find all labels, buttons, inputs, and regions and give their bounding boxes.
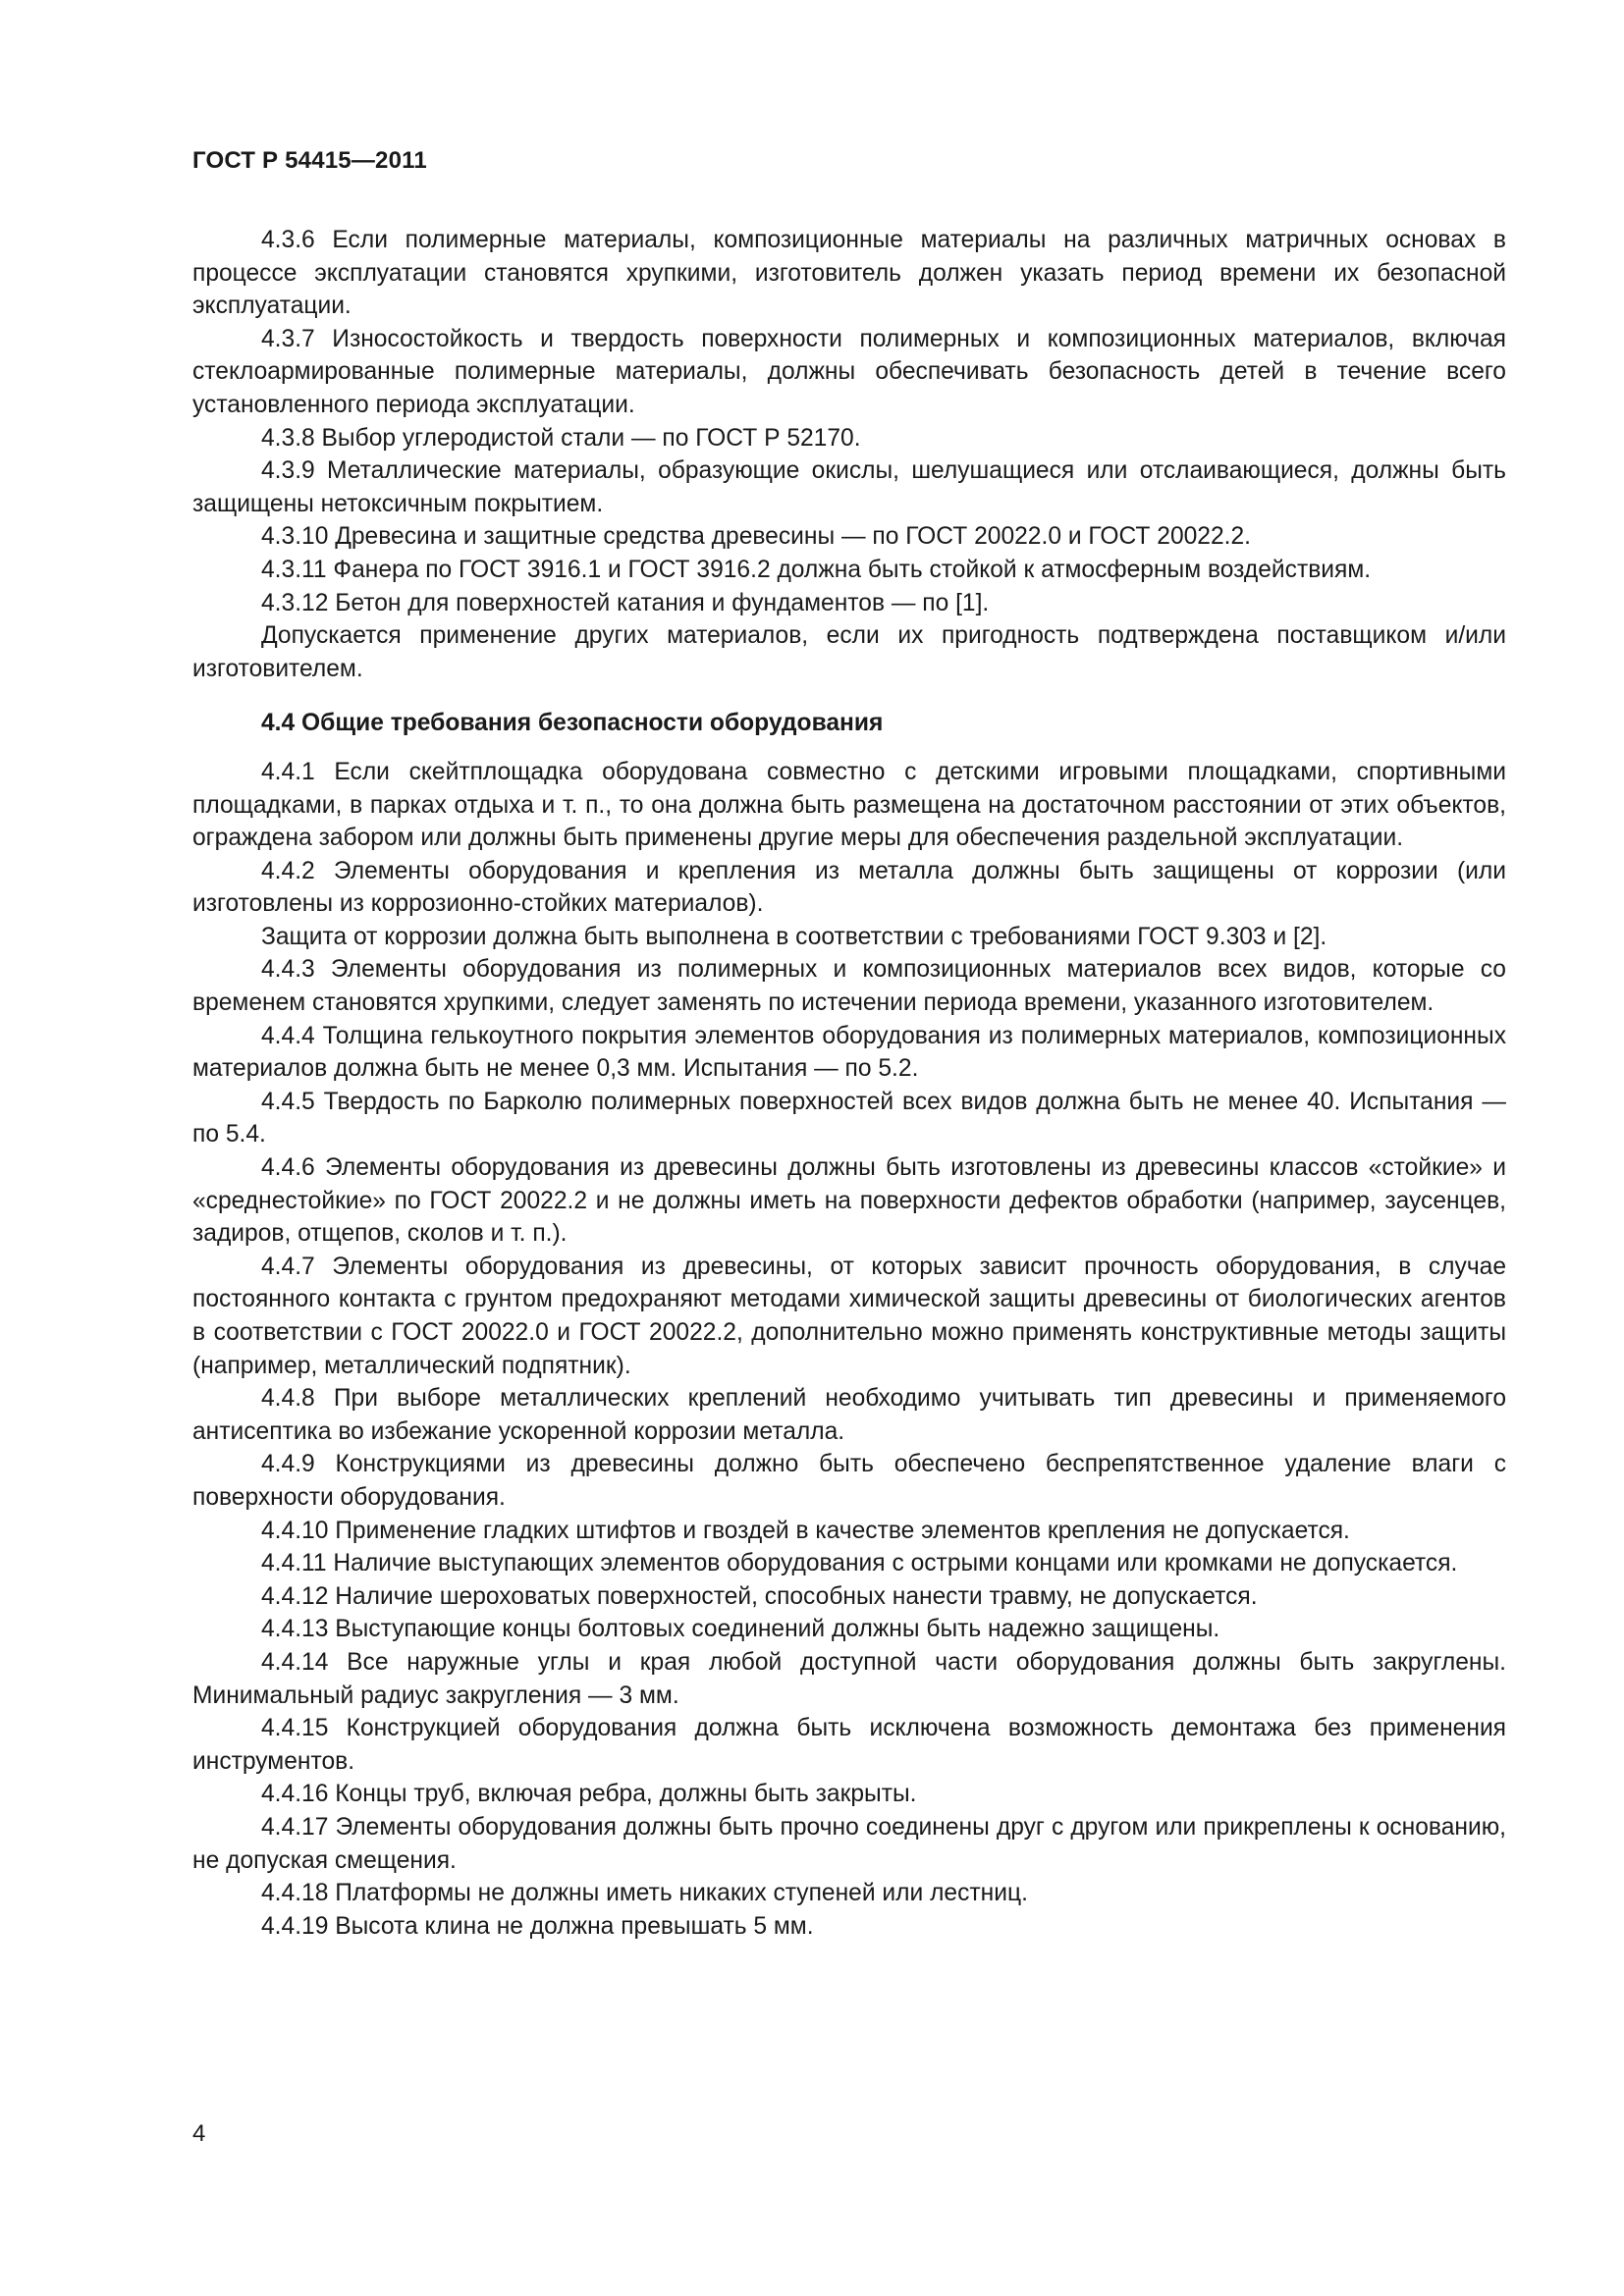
clause-4-4-2: 4.4.2 Элементы оборудования и крепления из металла должны быть защищены от коррозии (или изготовлены из коррозионно-стойких материалов). [192,857,1506,918]
clause-4-4-4: 4.4.4 Толщина гелькоутного покрытия элементов оборудования из полимерных материалов, композиционных материалов должна быть не менее 0,3 мм. Испытания — по 5.2. [192,1022,1506,1083]
clause-4-4-8: 4.4.8 При выборе металлических креплений необходимо учитывать тип древесины и применяемого антисептика во избежание ускоренной коррозии металла. [192,1385,1506,1445]
clause-4-4-11: 4.4.11 Наличие выступающих элементов оборудования с острыми концами или кромками не допускается. [261,1550,1458,1577]
clause-4-3-12: 4.3.12 Бетон для поверхностей катания и фундаментов — по [1]. [261,589,990,616]
clause-4-4-7: 4.4.7 Элементы оборудования из древесины, от которых зависит прочность оборудования, в случае постоянного контакта с грунтом предохраняют методами химической защиты древесины от биологических агентов в соответствии с ГОСТ 20022.0 и ГОСТ 20022.2, дополнительно можно применять конструктивные методы защиты (например, металлический подпятник). [192,1253,1506,1379]
clause-4-3-9: 4.3.9 Металлические материалы, образующие окислы, шелушащиеся или отслаивающиеся, должны быть защищены нетоксичным покрытием. [192,457,1506,517]
section-heading-4-4: 4.4 Общие требования безопасности оборудования [261,710,884,737]
clause-4-4-17: 4.4.17 Элементы оборудования должны быть прочно соединены друг с другом или прикреплены к основанию, не допуская смещения. [192,1813,1506,1874]
clause-4-3-10: 4.3.10 Древесина и защитные средства древесины — по ГОСТ 20022.0 и ГОСТ 20022.2. [261,523,1251,551]
clause-4-4-6: 4.4.6 Элементы оборудования из древесины должны быть изготовлены из древесины классов «стойкие» и «среднестойкие» по ГОСТ 20022.2 и не должны иметь на поверхности дефектов обработки (например, заусенцев, задиров, отщепов, сколов и т. п.). [192,1154,1506,1248]
clause-4-4-14: 4.4.14 Все наружные углы и края любой доступной части оборудования должны быть закруглены. Минимальный радиус закругления — 3 мм. [192,1648,1506,1709]
clause-4-4-13: 4.4.13 Выступающие концы болтовых соединений должны быть надежно защищены. [261,1616,1220,1643]
clause-4-4-19: 4.4.19 Высота клина не должна превышать 5 мм. [261,1912,814,1940]
clause-4-4-3: 4.4.3 Элементы оборудования из полимерных и композиционных материалов всех видов, которые со временем становятся хрупкими, следует заменять по истечении периода времени, указанного изготовителем. [192,956,1506,1017]
clause-4-4-16: 4.4.16 Концы труб, включая ребра, должны быть закрыты. [261,1781,917,1808]
clause-4-3-6: 4.3.6 Если полимерные материалы, композиционные материалы на различных матричных основах в процессе эксплуатации становятся хрупкими, изготовитель должен указать период времени их безопасной эксплуатации. [192,227,1506,320]
clause-4-3-note: Допускается применение других материалов, если их пригодность подтверждена поставщиком и/или изготовителем. [192,622,1506,682]
page-number: 4 [192,2120,206,2147]
clause-4-4-18: 4.4.18 Платформы не должны иметь никаких ступеней или лестниц. [261,1880,1028,1907]
clause-4-4-10: 4.4.10 Применение гладких штифтов и гвоздей в качестве элементов крепления не допускается. [261,1517,1350,1544]
clause-4-4-12: 4.4.12 Наличие шероховатых поверхностей, способных нанести травму, не допускается. [261,1582,1258,1610]
clause-4-4-2-note: Защита от коррозии должна быть выполнена в соответствии с требованиями ГОСТ 9.303 и [2]. [261,923,1327,950]
clause-4-4-5: 4.4.5 Твердость по Барколю полимерных поверхностей всех видов должна быть не менее 40. Испытания — по 5.4. [192,1088,1506,1148]
clause-4-3-7: 4.3.7 Износостойкость и твердость поверхности полимерных и композиционных материалов, включая стеклоармированные полимерные материалы, должны обеспечивать безопасность детей в течение всего установленного периода эксплуатации. [192,325,1506,418]
clause-4-4-1: 4.4.1 Если скейтплощадка оборудована совместно с детскими игровыми площадками, спортивными площадками, в парках отдыха и т. п., то она должна быть размещена на достаточном расстоянии от этих объектов, ограждена забором или должны быть применены другие меры для обеспечения раздельной эксплуатации. [192,758,1506,852]
document-body [192,224,1506,1943]
document-header: ГОСТ Р 54415—2011 [192,147,427,174]
clause-4-3-11: 4.3.11 Фанера по ГОСТ 3916.1 и ГОСТ 3916.2 должна быть стойкой к атмосферным воздействиям. [261,556,1372,583]
clause-4-4-9: 4.4.9 Конструкциями из древесины должно быть обеспечено беспрепятственное удаление влаги с поверхности оборудования. [192,1451,1506,1511]
clause-4-4-15: 4.4.15 Конструкцией оборудования должна быть исключена возможность демонтажа без применения инструментов. [192,1715,1506,1775]
clause-4-3-8: 4.3.8 Выбор углеродистой стали — по ГОСТ Р 52170. [261,424,861,452]
